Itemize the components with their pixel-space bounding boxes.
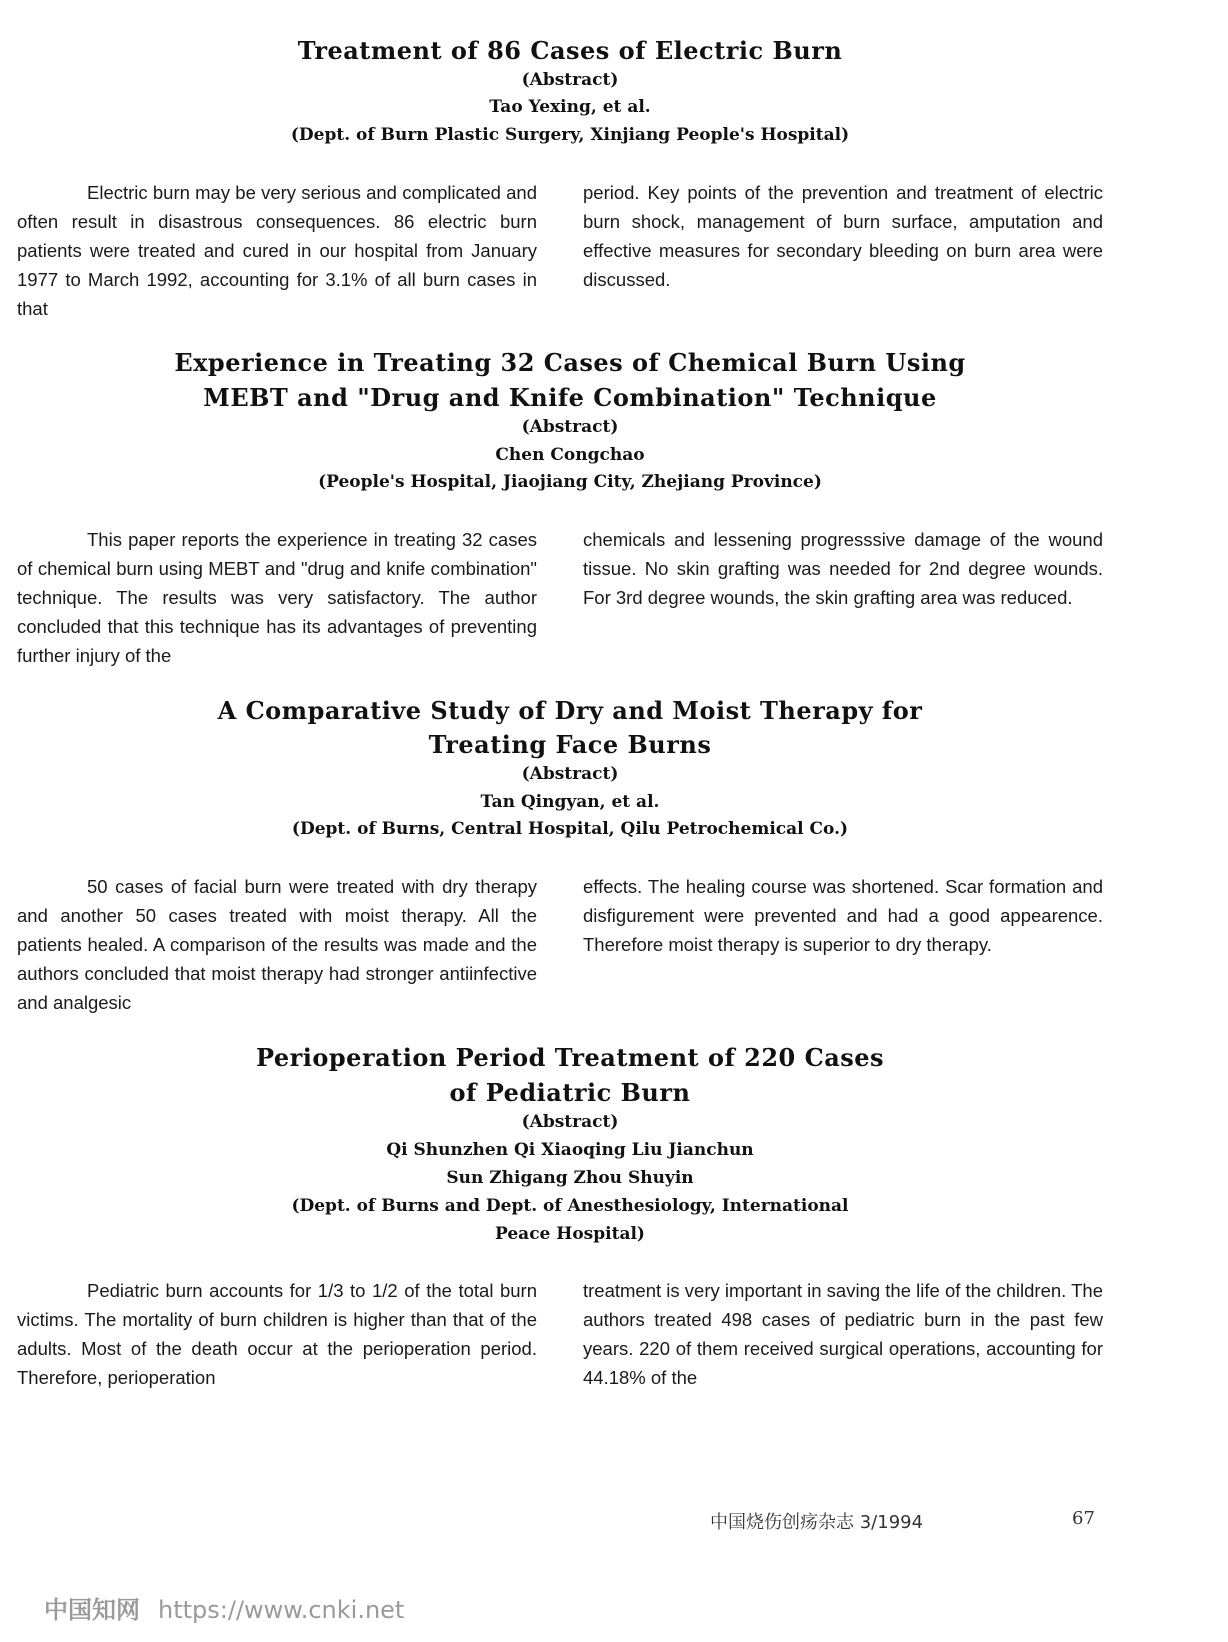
page-number: 67 xyxy=(1072,1508,1095,1529)
article-4-authors-line-2: Sun Zhigang Zhou Shuyin xyxy=(446,1168,694,1188)
article-4-authors-line-1: Qi Shunzhen Qi Xiaoqing Liu Jianchun xyxy=(386,1140,754,1160)
article-4-label: (Abstract) xyxy=(521,1112,619,1132)
article-2-title-line-1: Experience in Treating 32 Cases of Chemical Burn Using xyxy=(174,348,966,377)
article-3-affiliation: (Dept. of Burns, Central Hospital, Qilu Petrochemical Co.) xyxy=(291,819,849,839)
article-3-left-column xyxy=(17,872,537,1017)
article-3-authors: Tan Qingyan, et al. xyxy=(480,792,660,812)
article-4-body-right: treatment is very important in saving the life of the children. The authors treated 498 cases of pediatric burn in the past few years. 220 of them received surgical operations, accounting for 44.18% of the xyxy=(583,1280,1103,1388)
article-1-right-column xyxy=(583,178,1103,294)
cnki-watermark xyxy=(44,1590,404,1625)
cnki-name: 中国知网 xyxy=(44,1596,140,1624)
article-3-body-right: effects. The healing course was shortened. Scar formation and disfigurement were prevented and had a good appearence. Therefore moist therapy is superior to dry therapy. xyxy=(583,876,1103,955)
cnki-url: https://www.cnki.net xyxy=(158,1596,405,1624)
article-3-body-left: 50 cases of facial burn were treated with dry therapy and another 50 cases treated with moist therapy. All the patients healed. A comparison of the results was made and the authors concluded that moist therapy had stronger antiinfective and analgesic xyxy=(17,876,537,1013)
article-1-affiliation: (Dept. of Burn Plastic Surgery, Xinjiang People's Hospital) xyxy=(290,125,850,145)
article-1-authors: Tao Yexing, et al. xyxy=(489,97,651,117)
article-4-title-line-2: of Pediatric Burn xyxy=(449,1078,691,1107)
article-2-right-column xyxy=(583,525,1103,612)
article-1-label: (Abstract) xyxy=(521,70,619,90)
article-1-left-column xyxy=(17,178,537,323)
article-2-label: (Abstract) xyxy=(521,417,619,437)
article-4-left-column xyxy=(17,1276,537,1392)
article-1-body-right: period. Key points of the prevention and treatment of electric burn shock, management of burn surface, amputation and effective measures for secondary bleeding on burn area were discussed. xyxy=(583,182,1103,290)
article-2-authors: Chen Congchao xyxy=(495,445,645,465)
article-3-title-line-1: A Comparative Study of Dry and Moist Therapy for xyxy=(217,696,923,725)
article-2-body-right: chemicals and lessening progresssive damage of the wound tissue. No skin grafting was needed for 2nd degree wounds. For 3rd degree wounds, the skin grafting area was reduced. xyxy=(583,529,1103,608)
article-2-body-left: This paper reports the experience in treating 32 cases of chemical burn using MEBT and "drug and knife combination" technique. The results was very satisfactory. The author concluded that this technique has its advantages of preventing further injury of the xyxy=(17,529,537,666)
article-1-body-left: Electric burn may be very serious and complicated and often result in disastrous consequences. 86 electric burn patients were treated and cured in our hospital from January 1977 to March 1992, accounting for 3.1% of all burn cases in that xyxy=(17,182,537,319)
article-3-title-line-2: Treating Face Burns xyxy=(428,730,712,759)
article-4-affiliation-line-2: Peace Hospital) xyxy=(495,1224,645,1244)
article-4-right-column xyxy=(583,1276,1103,1392)
article-1-title: Treatment of 86 Cases of Electric Burn xyxy=(297,36,843,65)
article-4-body-left: Pediatric burn accounts for 1/3 to 1/2 of the total burn victims. The mortality of burn children is higher than that of the adults. Most of the death occur at the perioperation period. Therefore, perioperation xyxy=(17,1280,537,1388)
article-2-left-column xyxy=(17,525,537,670)
journal-footer: 中国烧伤创疡杂志 3/1994 xyxy=(710,1512,924,1533)
article-3-label: (Abstract) xyxy=(521,764,619,784)
article-2-title-line-2: MEBT and "Drug and Knife Combination" Technique xyxy=(203,383,937,412)
article-2-affiliation: (People's Hospital, Jiaojiang City, Zhejiang Province) xyxy=(318,472,822,492)
article-4-title-line-1: Perioperation Period Treatment of 220 Cases xyxy=(255,1043,885,1072)
article-4-affiliation-line-1: (Dept. of Burns and Dept. of Anesthesiology, International xyxy=(291,1196,849,1216)
article-3-right-column xyxy=(583,872,1103,959)
